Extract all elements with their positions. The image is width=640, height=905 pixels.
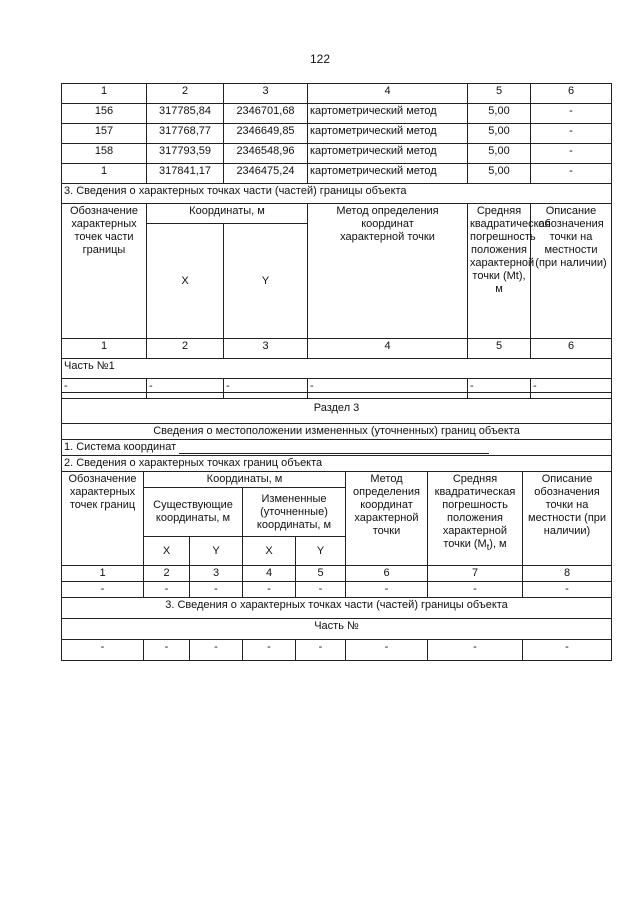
col-y: Y (224, 224, 308, 339)
table-row: - - - - - - (62, 379, 612, 399)
table-row: 1 317841,17 2346475,24 картометрический метод 5,00 - (62, 164, 612, 184)
numbers-row: 1 2 3 4 5 6 (62, 339, 612, 359)
col-method: Метод определения координат характерной точки (346, 472, 428, 566)
col-y-existing: Y (190, 537, 243, 566)
part-label: Часть №1 (62, 359, 612, 379)
points-table (61, 83, 612, 399)
col-x-existing: X (144, 537, 190, 566)
numbers-row: 1 2 3 4 5 6 7 8 (62, 566, 612, 582)
table-row: - - - - - - - - (62, 640, 612, 661)
coord-system: 1. Система координат (62, 440, 612, 456)
col-designation: Обозначение характерных точек границ (62, 472, 144, 566)
table-header-row: 1 2 3 4 5 6 (62, 84, 612, 104)
section-title: 3. Сведения о характерных точках части (частей) границы объекта (62, 184, 612, 204)
col-coordinates: Координаты, м (144, 472, 346, 488)
col-existing: Существующие координаты, м (144, 488, 243, 537)
parts-title: 3. Сведения о характерных точках части (частей) границы объекта (62, 598, 612, 619)
col-accuracy: Средняя квадратическая погрешность положения характерной точки (Mt), м (468, 204, 531, 339)
col-designation: Обозначение характерных точек части границы (62, 204, 147, 339)
table-row: 158 317793,59 2346548,96 картометрический метод 5,00 - (62, 144, 612, 164)
part-label: Часть № (62, 619, 612, 640)
section-subtitle: Сведения о местоположении измененных (уточненных) границ объекта (62, 424, 612, 440)
points-title: 2. Сведения о характерных точках границ объекта (62, 456, 612, 472)
col-description: Описание обозначения точки на местности (при наличии) (531, 204, 612, 339)
table-row: 157 317768,77 2346649,85 картометрический метод 5,00 - (62, 124, 612, 144)
page-number: 122 (309, 52, 331, 66)
col-changed: Измененные (уточненные) координаты, м (243, 488, 346, 537)
col-y-changed: Y (296, 537, 346, 566)
col-accuracy: Средняя квадратическая погрешность положения характерной точки $(M_t)$, м (428, 472, 523, 566)
section3-table (61, 392, 612, 661)
col-x-changed: X (243, 537, 296, 566)
col-method: Метод определения координат характерной точки (308, 204, 468, 339)
table-row: 156 317785,84 2346701,68 картометрический метод 5,00 - (62, 104, 612, 124)
col-description: Описание обозначения точки на местности (при наличии) (523, 472, 612, 566)
coord-system-field[interactable] (179, 443, 489, 454)
col-x: X (147, 224, 224, 339)
table-row: - - - - - - - - (62, 582, 612, 598)
col-coordinates: Координаты, м (147, 204, 308, 224)
section-heading: Раздел 3 (62, 393, 612, 424)
